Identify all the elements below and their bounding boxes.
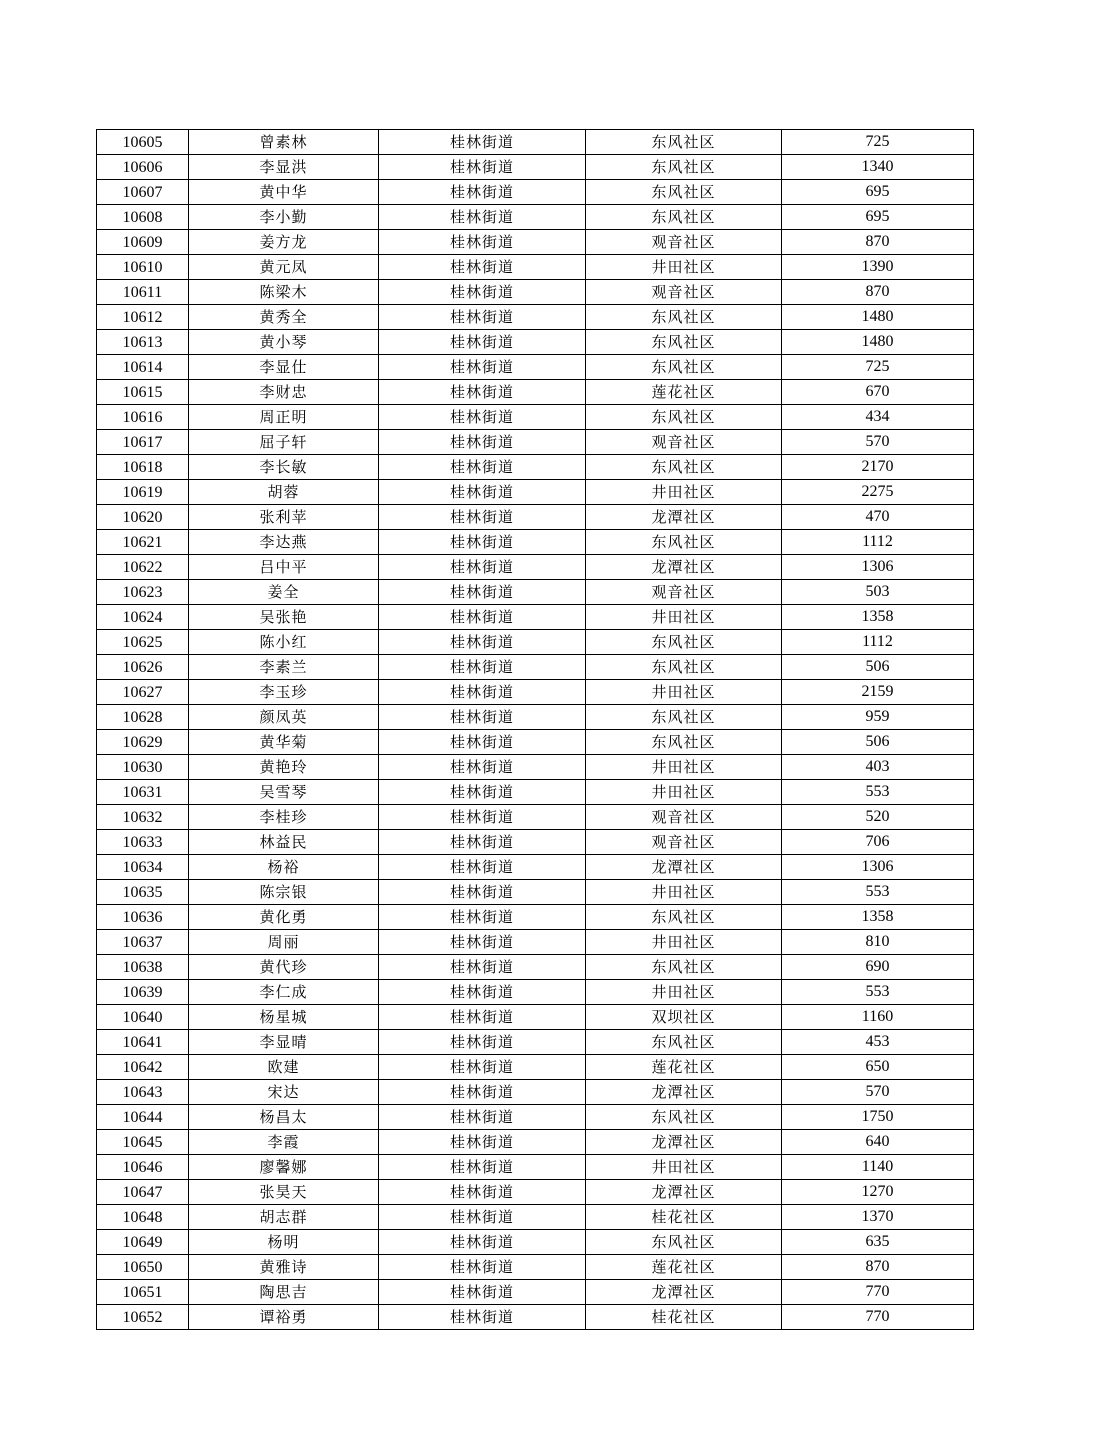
record-id-cell: 10621: [97, 530, 189, 555]
amount-cell: 506: [782, 655, 974, 680]
record-id-cell: 10638: [97, 955, 189, 980]
amount-cell: 650: [782, 1055, 974, 1080]
record-id-cell: 10629: [97, 730, 189, 755]
record-id-cell: 10652: [97, 1305, 189, 1330]
amount-cell: 1112: [782, 630, 974, 655]
street-cell: 桂林街道: [379, 1055, 586, 1080]
table-row: [97, 905, 974, 930]
person-name-cell: 黄代珍: [189, 955, 379, 980]
person-name-cell: 张利苹: [189, 505, 379, 530]
table-row: [97, 1155, 974, 1180]
amount-cell: 503: [782, 580, 974, 605]
record-id-cell: 10627: [97, 680, 189, 705]
community-cell: 观音社区: [586, 230, 782, 255]
table-row: [97, 455, 974, 480]
person-name-cell: 吕中平: [189, 555, 379, 580]
street-cell: 桂林街道: [379, 530, 586, 555]
table-row: [97, 1055, 974, 1080]
amount-cell: 1358: [782, 605, 974, 630]
amount-cell: 870: [782, 280, 974, 305]
community-cell: 井田社区: [586, 780, 782, 805]
street-cell: 桂林街道: [379, 130, 586, 155]
record-id-cell: 10606: [97, 155, 189, 180]
record-id-cell: 10650: [97, 1255, 189, 1280]
person-name-cell: 李仁成: [189, 980, 379, 1005]
table-row: [97, 830, 974, 855]
community-cell: 东风社区: [586, 630, 782, 655]
record-id-cell: 10630: [97, 755, 189, 780]
table-row: [97, 1180, 974, 1205]
amount-cell: 640: [782, 1130, 974, 1155]
street-cell: 桂林街道: [379, 505, 586, 530]
community-cell: 东风社区: [586, 405, 782, 430]
table-row: [97, 280, 974, 305]
community-cell: 东风社区: [586, 155, 782, 180]
record-id-cell: 10647: [97, 1180, 189, 1205]
street-cell: 桂林街道: [379, 755, 586, 780]
street-cell: 桂林街道: [379, 805, 586, 830]
street-cell: 桂林街道: [379, 355, 586, 380]
table-row: [97, 1030, 974, 1055]
community-cell: 东风社区: [586, 330, 782, 355]
street-cell: 桂林街道: [379, 930, 586, 955]
amount-cell: 1306: [782, 855, 974, 880]
amount-cell: 553: [782, 980, 974, 1005]
community-cell: 龙潭社区: [586, 1180, 782, 1205]
amount-cell: 2170: [782, 455, 974, 480]
table-row: [97, 1255, 974, 1280]
person-name-cell: 宋达: [189, 1080, 379, 1105]
street-cell: 桂林街道: [379, 1255, 586, 1280]
table-row: [97, 605, 974, 630]
street-cell: 桂林街道: [379, 455, 586, 480]
table-row: [97, 1305, 974, 1330]
community-cell: 井田社区: [586, 980, 782, 1005]
person-name-cell: 曾素林: [189, 130, 379, 155]
community-cell: 东风社区: [586, 705, 782, 730]
community-cell: 龙潭社区: [586, 1280, 782, 1305]
record-id-cell: 10648: [97, 1205, 189, 1230]
person-name-cell: 陶思吉: [189, 1280, 379, 1305]
person-name-cell: 黄华菊: [189, 730, 379, 755]
person-name-cell: 廖馨娜: [189, 1155, 379, 1180]
table-row: [97, 955, 974, 980]
community-cell: 桂花社区: [586, 1305, 782, 1330]
person-name-cell: 陈小红: [189, 630, 379, 655]
street-cell: 桂林街道: [379, 1130, 586, 1155]
community-cell: 莲花社区: [586, 1055, 782, 1080]
record-id-cell: 10633: [97, 830, 189, 855]
record-id-cell: 10641: [97, 1030, 189, 1055]
amount-cell: 1370: [782, 1205, 974, 1230]
street-cell: 桂林街道: [379, 1305, 586, 1330]
table-row: [97, 630, 974, 655]
table-row: [97, 855, 974, 880]
person-name-cell: 杨昌太: [189, 1105, 379, 1130]
table-row: [97, 755, 974, 780]
table-row: [97, 1230, 974, 1255]
community-cell: 东风社区: [586, 530, 782, 555]
record-id-cell: 10617: [97, 430, 189, 455]
amount-cell: 403: [782, 755, 974, 780]
amount-cell: 959: [782, 705, 974, 730]
community-cell: 观音社区: [586, 430, 782, 455]
community-cell: 东风社区: [586, 905, 782, 930]
amount-cell: 810: [782, 930, 974, 955]
table-row: [97, 430, 974, 455]
table-body: [97, 130, 974, 1330]
community-cell: 观音社区: [586, 280, 782, 305]
community-cell: 龙潭社区: [586, 1130, 782, 1155]
record-id-cell: 10612: [97, 305, 189, 330]
record-id-cell: 10619: [97, 480, 189, 505]
table-row: [97, 705, 974, 730]
amount-cell: 470: [782, 505, 974, 530]
community-cell: 东风社区: [586, 1030, 782, 1055]
amount-cell: 453: [782, 1030, 974, 1055]
record-id-cell: 10639: [97, 980, 189, 1005]
table-row: [97, 1080, 974, 1105]
street-cell: 桂林街道: [379, 705, 586, 730]
amount-cell: 2159: [782, 680, 974, 705]
street-cell: 桂林街道: [379, 380, 586, 405]
street-cell: 桂林街道: [379, 980, 586, 1005]
street-cell: 桂林街道: [379, 1180, 586, 1205]
amount-cell: 770: [782, 1305, 974, 1330]
street-cell: 桂林街道: [379, 580, 586, 605]
community-cell: 东风社区: [586, 730, 782, 755]
record-id-cell: 10635: [97, 880, 189, 905]
amount-cell: 1306: [782, 555, 974, 580]
record-id-cell: 10644: [97, 1105, 189, 1130]
street-cell: 桂林街道: [379, 1155, 586, 1180]
community-cell: 井田社区: [586, 930, 782, 955]
person-name-cell: 胡蓉: [189, 480, 379, 505]
community-cell: 桂花社区: [586, 1205, 782, 1230]
street-cell: 桂林街道: [379, 955, 586, 980]
table-row: [97, 205, 974, 230]
community-cell: 莲花社区: [586, 380, 782, 405]
amount-cell: 570: [782, 1080, 974, 1105]
table-row: [97, 255, 974, 280]
amount-cell: 870: [782, 1255, 974, 1280]
street-cell: 桂林街道: [379, 555, 586, 580]
amount-cell: 690: [782, 955, 974, 980]
amount-cell: 770: [782, 1280, 974, 1305]
record-id-cell: 10645: [97, 1130, 189, 1155]
record-id-cell: 10605: [97, 130, 189, 155]
record-id-cell: 10607: [97, 180, 189, 205]
street-cell: 桂林街道: [379, 180, 586, 205]
record-id-cell: 10625: [97, 630, 189, 655]
person-name-cell: 李显仕: [189, 355, 379, 380]
amount-cell: 1140: [782, 1155, 974, 1180]
amount-cell: 695: [782, 205, 974, 230]
person-name-cell: 杨裕: [189, 855, 379, 880]
community-cell: 井田社区: [586, 1155, 782, 1180]
record-id-cell: 10614: [97, 355, 189, 380]
record-id-cell: 10620: [97, 505, 189, 530]
amount-cell: 1480: [782, 305, 974, 330]
record-id-cell: 10618: [97, 455, 189, 480]
person-name-cell: 吴张艳: [189, 605, 379, 630]
person-name-cell: 黄化勇: [189, 905, 379, 930]
table-row: [97, 680, 974, 705]
community-cell: 东风社区: [586, 1230, 782, 1255]
community-cell: 观音社区: [586, 830, 782, 855]
record-id-cell: 10622: [97, 555, 189, 580]
person-name-cell: 黄艳玲: [189, 755, 379, 780]
community-cell: 观音社区: [586, 805, 782, 830]
street-cell: 桂林街道: [379, 280, 586, 305]
person-name-cell: 谭裕勇: [189, 1305, 379, 1330]
record-id-cell: 10628: [97, 705, 189, 730]
street-cell: 桂林街道: [379, 1080, 586, 1105]
person-name-cell: 周丽: [189, 930, 379, 955]
street-cell: 桂林街道: [379, 630, 586, 655]
amount-cell: 2275: [782, 480, 974, 505]
amount-cell: 553: [782, 880, 974, 905]
amount-cell: 1390: [782, 255, 974, 280]
community-cell: 东风社区: [586, 955, 782, 980]
community-cell: 莲花社区: [586, 1255, 782, 1280]
community-cell: 龙潭社区: [586, 1080, 782, 1105]
person-name-cell: 黄秀全: [189, 305, 379, 330]
person-name-cell: 吴雪琴: [189, 780, 379, 805]
street-cell: 桂林街道: [379, 780, 586, 805]
street-cell: 桂林街道: [379, 430, 586, 455]
community-cell: 东风社区: [586, 130, 782, 155]
table-row: [97, 355, 974, 380]
table-row: [97, 780, 974, 805]
amount-cell: 695: [782, 180, 974, 205]
person-name-cell: 姜全: [189, 580, 379, 605]
table-row: [97, 1105, 974, 1130]
person-name-cell: 李桂珍: [189, 805, 379, 830]
street-cell: 桂林街道: [379, 1280, 586, 1305]
record-id-cell: 10613: [97, 330, 189, 355]
record-id-cell: 10631: [97, 780, 189, 805]
record-id-cell: 10632: [97, 805, 189, 830]
person-name-cell: 欧建: [189, 1055, 379, 1080]
street-cell: 桂林街道: [379, 480, 586, 505]
person-name-cell: 姜方龙: [189, 230, 379, 255]
person-name-cell: 李长敏: [189, 455, 379, 480]
record-id-cell: 10646: [97, 1155, 189, 1180]
street-cell: 桂林街道: [379, 605, 586, 630]
community-cell: 东风社区: [586, 205, 782, 230]
person-name-cell: 李素兰: [189, 655, 379, 680]
person-name-cell: 黄小琴: [189, 330, 379, 355]
table-row: [97, 880, 974, 905]
record-id-cell: 10616: [97, 405, 189, 430]
table-row: [97, 405, 974, 430]
street-cell: 桂林街道: [379, 155, 586, 180]
data-table: [96, 129, 974, 1330]
person-name-cell: 黄元凤: [189, 255, 379, 280]
table-row: [97, 580, 974, 605]
street-cell: 桂林街道: [379, 905, 586, 930]
table-row: [97, 1005, 974, 1030]
record-id-cell: 10637: [97, 930, 189, 955]
community-cell: 井田社区: [586, 255, 782, 280]
record-id-cell: 10634: [97, 855, 189, 880]
record-id-cell: 10643: [97, 1080, 189, 1105]
community-cell: 东风社区: [586, 455, 782, 480]
person-name-cell: 颜凤英: [189, 705, 379, 730]
table-row: [97, 155, 974, 180]
person-name-cell: 杨明: [189, 1230, 379, 1255]
amount-cell: 870: [782, 230, 974, 255]
table-row: [97, 305, 974, 330]
person-name-cell: 李财忠: [189, 380, 379, 405]
street-cell: 桂林街道: [379, 880, 586, 905]
street-cell: 桂林街道: [379, 1005, 586, 1030]
amount-cell: 1340: [782, 155, 974, 180]
record-id-cell: 10642: [97, 1055, 189, 1080]
person-name-cell: 黄雅诗: [189, 1255, 379, 1280]
community-cell: 龙潭社区: [586, 855, 782, 880]
table-row: [97, 1130, 974, 1155]
record-id-cell: 10640: [97, 1005, 189, 1030]
person-name-cell: 李显晴: [189, 1030, 379, 1055]
amount-cell: 670: [782, 380, 974, 405]
person-name-cell: 李小勤: [189, 205, 379, 230]
community-cell: 东风社区: [586, 1105, 782, 1130]
amount-cell: 725: [782, 355, 974, 380]
record-id-cell: 10615: [97, 380, 189, 405]
street-cell: 桂林街道: [379, 405, 586, 430]
community-cell: 井田社区: [586, 755, 782, 780]
street-cell: 桂林街道: [379, 305, 586, 330]
street-cell: 桂林街道: [379, 830, 586, 855]
amount-cell: 635: [782, 1230, 974, 1255]
person-name-cell: 陈宗银: [189, 880, 379, 905]
record-id-cell: 10636: [97, 905, 189, 930]
amount-cell: 520: [782, 805, 974, 830]
record-id-cell: 10623: [97, 580, 189, 605]
record-id-cell: 10608: [97, 205, 189, 230]
table-row: [97, 505, 974, 530]
amount-cell: 1112: [782, 530, 974, 555]
community-cell: 井田社区: [586, 605, 782, 630]
record-id-cell: 10651: [97, 1280, 189, 1305]
person-name-cell: 张昊天: [189, 1180, 379, 1205]
street-cell: 桂林街道: [379, 1105, 586, 1130]
person-name-cell: 杨星城: [189, 1005, 379, 1030]
community-cell: 双坝社区: [586, 1005, 782, 1030]
record-id-cell: 10649: [97, 1230, 189, 1255]
record-id-cell: 10624: [97, 605, 189, 630]
street-cell: 桂林街道: [379, 1205, 586, 1230]
person-name-cell: 李霞: [189, 1130, 379, 1155]
table-row: [97, 530, 974, 555]
street-cell: 桂林街道: [379, 1230, 586, 1255]
table-row: [97, 230, 974, 255]
community-cell: 东风社区: [586, 355, 782, 380]
person-name-cell: 李显洪: [189, 155, 379, 180]
person-name-cell: 黄中华: [189, 180, 379, 205]
person-name-cell: 李玉珍: [189, 680, 379, 705]
amount-cell: 506: [782, 730, 974, 755]
amount-cell: 434: [782, 405, 974, 430]
table-row: [97, 180, 974, 205]
table-row: [97, 1205, 974, 1230]
person-name-cell: 周正明: [189, 405, 379, 430]
table-row: [97, 380, 974, 405]
person-name-cell: 屈子轩: [189, 430, 379, 455]
community-cell: 井田社区: [586, 480, 782, 505]
table-row: [97, 655, 974, 680]
street-cell: 桂林街道: [379, 330, 586, 355]
street-cell: 桂林街道: [379, 230, 586, 255]
community-cell: 龙潭社区: [586, 555, 782, 580]
amount-cell: 725: [782, 130, 974, 155]
amount-cell: 1480: [782, 330, 974, 355]
amount-cell: 706: [782, 830, 974, 855]
community-cell: 东风社区: [586, 655, 782, 680]
record-id-cell: 10609: [97, 230, 189, 255]
table-row: [97, 730, 974, 755]
street-cell: 桂林街道: [379, 1030, 586, 1055]
community-cell: 观音社区: [586, 580, 782, 605]
community-cell: 井田社区: [586, 680, 782, 705]
amount-cell: 1358: [782, 905, 974, 930]
record-id-cell: 10611: [97, 280, 189, 305]
community-cell: 井田社区: [586, 880, 782, 905]
street-cell: 桂林街道: [379, 255, 586, 280]
record-id-cell: 10610: [97, 255, 189, 280]
amount-cell: 1270: [782, 1180, 974, 1205]
table-row: [97, 1280, 974, 1305]
table-row: [97, 930, 974, 955]
person-name-cell: 林益民: [189, 830, 379, 855]
street-cell: 桂林街道: [379, 205, 586, 230]
table-row: [97, 980, 974, 1005]
table-row: [97, 805, 974, 830]
community-cell: 东风社区: [586, 305, 782, 330]
street-cell: 桂林街道: [379, 680, 586, 705]
amount-cell: 1750: [782, 1105, 974, 1130]
table-row: [97, 330, 974, 355]
table-row: [97, 130, 974, 155]
amount-cell: 553: [782, 780, 974, 805]
community-cell: 东风社区: [586, 180, 782, 205]
table-row: [97, 480, 974, 505]
community-cell: 龙潭社区: [586, 505, 782, 530]
table-row: [97, 555, 974, 580]
street-cell: 桂林街道: [379, 730, 586, 755]
record-id-cell: 10626: [97, 655, 189, 680]
amount-cell: 1160: [782, 1005, 974, 1030]
street-cell: 桂林街道: [379, 655, 586, 680]
person-name-cell: 胡志群: [189, 1205, 379, 1230]
street-cell: 桂林街道: [379, 855, 586, 880]
person-name-cell: 李达燕: [189, 530, 379, 555]
person-name-cell: 陈梁木: [189, 280, 379, 305]
amount-cell: 570: [782, 430, 974, 455]
